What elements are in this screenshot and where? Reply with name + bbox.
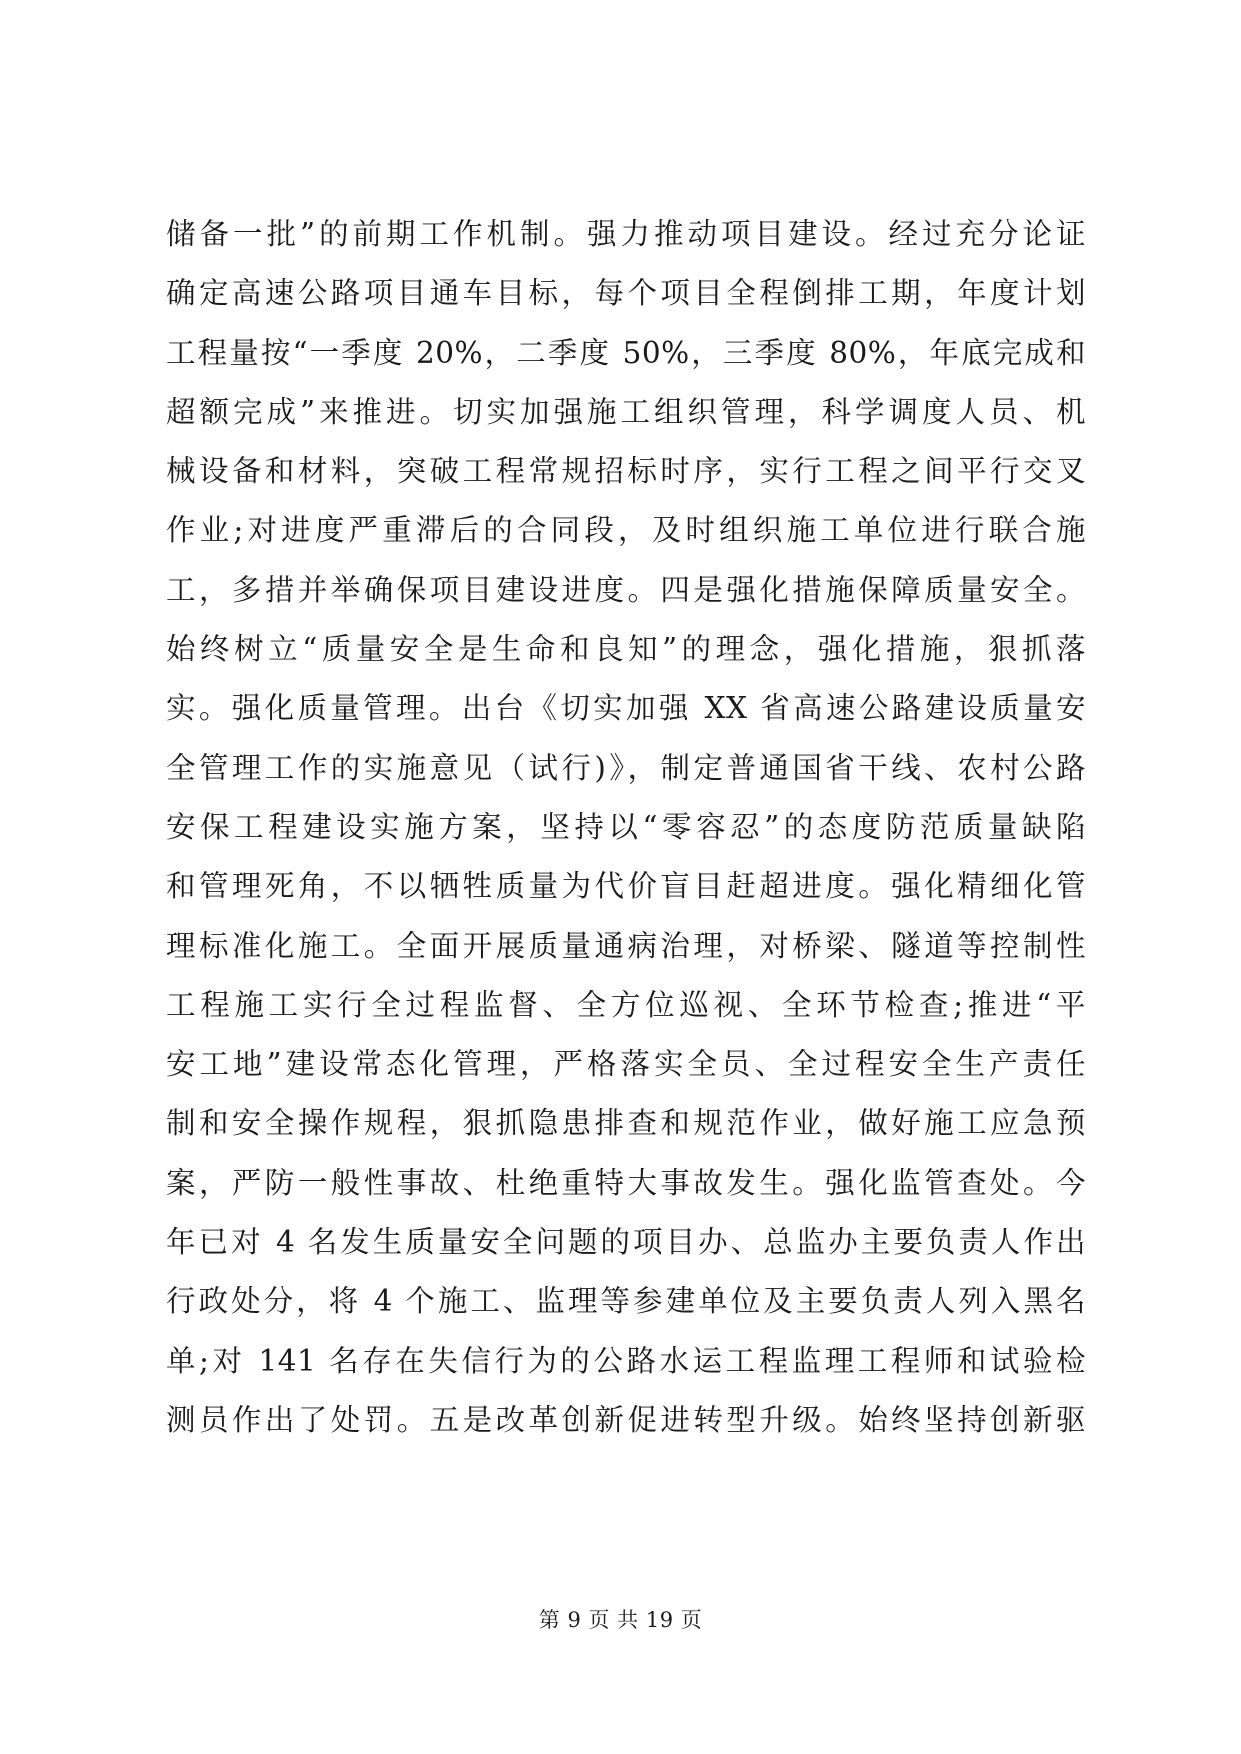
text-line: 始终树立“质量安全是生命和良知”的理念，强化措施，狠抓落 <box>166 632 1086 667</box>
text-line: 械设备和材料，突破工程常规招标时序，实行工程之间平行交叉 <box>166 454 1086 489</box>
text-line: 制和安全操作规程，狠抓隐患排查和规范作业，做好施工应急预 <box>166 1106 1086 1141</box>
text-line: 单;对 141 名存在失信行为的公路水运工程监理工程师和试验检 <box>166 1343 1086 1378</box>
body-paragraph <box>166 205 1086 1450</box>
text-line: 储备一批”的前期工作机制。强力推动项目建设。经过充分论证 <box>166 217 1086 251</box>
text-line: 年已对 4 名发生质量安全问题的项目办、总监办主要负责人作出 <box>166 1225 1086 1260</box>
text-line: 工程量按“一季度 20%，二季度 50%，三季度 80%，年底完成和 <box>166 335 1086 370</box>
text-line: 安工地”建设常态化管理，严格落实全员、全过程安全生产责任 <box>166 1047 1086 1082</box>
text-line: 行政处分，将 4 个施工、监理等参建单位及主要负责人列入黑名 <box>166 1284 1086 1319</box>
text-line: 案，严防一般性事故、杜绝重特大事故发生。强化监管查处。今 <box>166 1165 1086 1200</box>
text-line: 理标准化施工。全面开展质量通病治理，对桥梁、隧道等控制性 <box>166 928 1086 963</box>
text-line: 作业;对进度严重滞后的合同段，及时组织施工单位进行联合施 <box>166 513 1086 548</box>
text-line: 实。强化质量管理。出台《切实加强 XX 省高速公路建设质量安 <box>166 691 1086 726</box>
text-line: 工程施工实行全过程监督、全方位巡视、全环节检查;推进“平 <box>166 987 1086 1022</box>
text-line: 工，多措并举确保项目建设进度。四是强化措施保障质量安全。 <box>166 572 1086 607</box>
page-number-footer: 第 9 页 共 19 页 <box>538 1608 703 1632</box>
text-line: 安保工程建设实施方案，坚持以“零容忍”的态度防范质量缺陷 <box>166 809 1086 844</box>
text-line: 全管理工作的实施意见（试行)》，制定普通国省干线、农村公路 <box>166 750 1086 785</box>
text-line: 和管理死角，不以牺牲质量为代价盲目赶超进度。强化精细化管 <box>166 869 1086 904</box>
text-line: 确定高速公路项目通车目标，每个项目全程倒排工期，年度计划 <box>166 276 1086 311</box>
text-line: 超额完成”来推进。切实加强施工组织管理，科学调度人员、机 <box>166 394 1086 429</box>
text-line: 测员作出了处罚。五是改革创新促进转型升级。始终坚持创新驱 <box>166 1402 1086 1437</box>
